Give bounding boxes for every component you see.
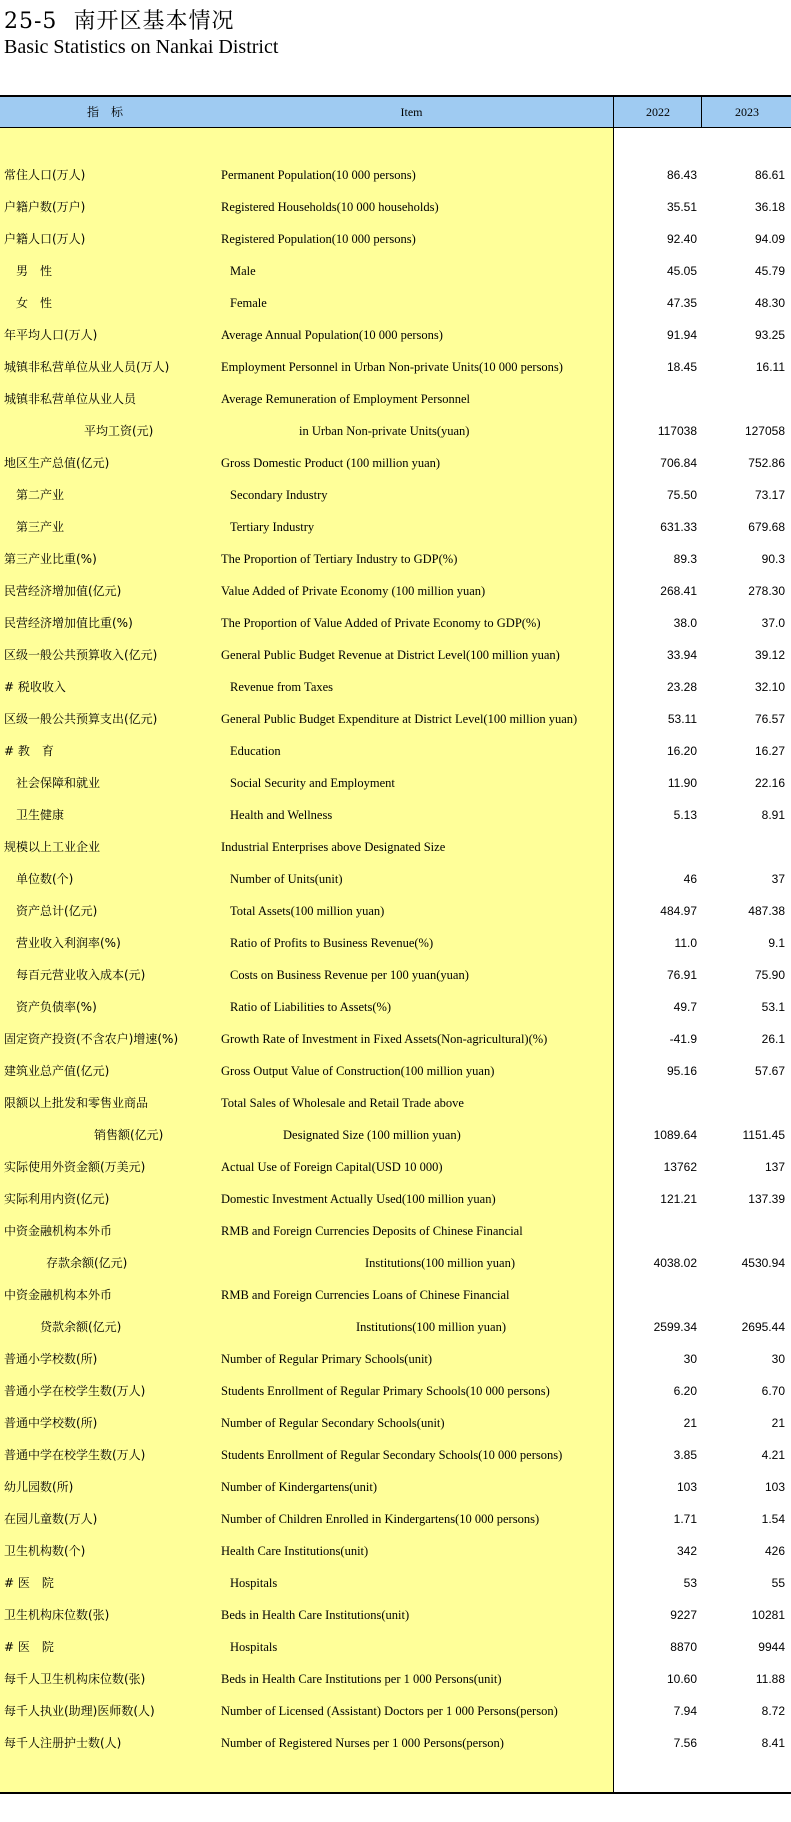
row-label-en: General Public Budget Revenue at District Level(100 million yuan) xyxy=(221,648,560,662)
row-label-cn: 幼儿园数(所) xyxy=(4,1480,74,1494)
value-2023: 127058 xyxy=(744,424,785,438)
value-2023: 53.1 xyxy=(761,1000,785,1014)
row-label-en: Gross Output Value of Construction(100 million yuan) xyxy=(221,1064,495,1078)
value-2022: 23.28 xyxy=(666,680,697,694)
row-label-en: Registered Population(10 000 persons) xyxy=(221,232,416,246)
value-2022: 11.90 xyxy=(667,776,697,790)
row-label-cn: 每百元营业收入成本(元) xyxy=(16,968,146,982)
table-row xyxy=(0,479,791,511)
table-row xyxy=(0,1567,791,1599)
table-row xyxy=(0,1311,791,1343)
value-2023: 73.17 xyxy=(754,488,785,502)
row-label-en: Total Assets(100 million yuan) xyxy=(230,904,385,918)
value-2023: 21 xyxy=(771,1416,785,1430)
row-label-cn: 贷款余额(亿元) xyxy=(40,1320,122,1334)
table-row xyxy=(0,543,791,575)
value-2022: 342 xyxy=(676,1544,697,1558)
value-2022: 86.43 xyxy=(666,168,697,182)
row-label-en: RMB and Foreign Currencies Deposits of Chinese Financial xyxy=(221,1224,523,1238)
table-row xyxy=(0,1407,791,1439)
value-2023: 37 xyxy=(771,872,785,886)
value-2023: 1.54 xyxy=(761,1512,785,1526)
row-label-en: Revenue from Taxes xyxy=(230,680,334,694)
row-label-cn: 单位数(个) xyxy=(16,872,74,886)
row-label-en: Value Added of Private Economy (100 million yuan) xyxy=(221,584,486,598)
title-cn-text: 南开区基本情况 xyxy=(73,9,235,34)
value-2022: 38.0 xyxy=(673,616,697,630)
table-bottom-rule xyxy=(0,1792,791,1794)
table-row xyxy=(0,1471,791,1503)
value-2022: 33.94 xyxy=(666,648,697,662)
table-row xyxy=(0,287,791,319)
value-2022: 45.05 xyxy=(666,264,697,278)
row-label-cn: # 税收收入 xyxy=(4,680,66,694)
value-2022: 10.60 xyxy=(666,1672,697,1686)
value-2023: 32.10 xyxy=(754,680,785,694)
row-label-cn: 男 性 xyxy=(16,264,53,278)
value-2022: 95.16 xyxy=(666,1064,697,1078)
table-row xyxy=(0,1183,791,1215)
table-row xyxy=(0,511,791,543)
table-row xyxy=(0,1663,791,1695)
table-row xyxy=(0,1247,791,1279)
value-2022: 2599.34 xyxy=(653,1320,697,1334)
value-2022: 1.71 xyxy=(673,1512,697,1526)
value-2022: 631.33 xyxy=(660,520,697,534)
row-label-en: Tertiary Industry xyxy=(230,520,315,534)
table-row xyxy=(0,895,791,927)
row-label-cn: 户籍人口(万人) xyxy=(4,232,86,246)
row-label-en: Students Enrollment of Regular Primary Schools(10 000 persons) xyxy=(221,1384,550,1398)
value-2022: 92.40 xyxy=(666,232,697,246)
row-label-en: Health Care Institutions(unit) xyxy=(221,1544,369,1558)
value-2023: 9.1 xyxy=(768,936,785,950)
row-label-en: Female xyxy=(230,296,267,310)
table-row xyxy=(0,831,791,863)
table-row xyxy=(0,159,791,191)
row-label-cn: 年平均人口(万人) xyxy=(4,328,98,342)
table-row xyxy=(0,1119,791,1151)
row-label-cn: 第三产业比重(%) xyxy=(4,552,97,566)
row-label-cn: 卫生机构床位数(张) xyxy=(4,1608,110,1622)
value-2023: 39.12 xyxy=(754,648,785,662)
row-label-cn: 第二产业 xyxy=(16,488,65,502)
value-2023: 8.72 xyxy=(761,1704,785,1718)
table-header xyxy=(0,95,791,128)
value-2023: 57.67 xyxy=(754,1064,785,1078)
row-label-cn: # 教 育 xyxy=(4,744,54,758)
table-row xyxy=(0,959,791,991)
table-row xyxy=(0,447,791,479)
row-label-cn: 第三产业 xyxy=(16,520,65,534)
table-row xyxy=(0,1599,791,1631)
row-label-cn: 中资金融机构本外币 xyxy=(4,1288,113,1302)
row-label-en: The Proportion of Value Added of Private Economy to GDP(%) xyxy=(221,616,541,630)
table-row xyxy=(0,1055,791,1087)
value-2022: 268.41 xyxy=(660,584,697,598)
value-2022: 8870 xyxy=(670,1640,697,1654)
table-row xyxy=(0,1695,791,1727)
table-row xyxy=(0,1279,791,1311)
row-label-en: Registered Households(10 000 households) xyxy=(221,200,439,214)
row-label-cn: 民营经济增加值(亿元) xyxy=(4,584,122,598)
row-label-en: in Urban Non-private Units(yuan) xyxy=(299,424,470,438)
value-2022: 7.56 xyxy=(673,1736,697,1750)
value-2022: 53.11 xyxy=(667,712,697,726)
table-row xyxy=(0,1503,791,1535)
row-label-cn: 每千人执业(助理)医师数(人) xyxy=(4,1704,155,1718)
value-2023: 8.41 xyxy=(761,1736,785,1750)
value-2023: 36.18 xyxy=(754,200,785,214)
row-label-cn: 存款余额(亿元) xyxy=(46,1256,128,1270)
table-row xyxy=(0,351,791,383)
row-label-en: Institutions(100 million yuan) xyxy=(365,1256,515,1270)
row-label-cn: 实际利用内资(亿元) xyxy=(4,1192,110,1206)
value-2023: 26.1 xyxy=(761,1032,785,1046)
row-label-cn: 女 性 xyxy=(16,296,53,310)
value-2022: 13762 xyxy=(663,1160,697,1174)
value-2023: 30 xyxy=(771,1352,785,1366)
row-label-cn: 普通小学校数(所) xyxy=(4,1352,98,1366)
table-row xyxy=(0,415,791,447)
value-2022: 5.13 xyxy=(673,808,697,822)
value-2022: 91.94 xyxy=(666,328,697,342)
row-label-en: Education xyxy=(230,744,281,758)
table-body xyxy=(0,159,791,1759)
table-row xyxy=(0,863,791,895)
value-2023: 278.30 xyxy=(748,584,785,598)
table-row xyxy=(0,671,791,703)
value-2022: 121.21 xyxy=(660,1192,697,1206)
value-2022: 7.94 xyxy=(673,1704,697,1718)
value-2022: 75.50 xyxy=(666,488,697,502)
value-2022: 4038.02 xyxy=(653,1256,697,1270)
value-2023: 76.57 xyxy=(754,712,785,726)
table-row xyxy=(0,639,791,671)
row-label-en: Domestic Investment Actually Used(100 million yuan) xyxy=(221,1192,496,1206)
row-label-en: Number of Registered Nurses per 1 000 Persons(person) xyxy=(221,1736,504,1750)
value-2022: 484.97 xyxy=(660,904,697,918)
value-2022: 11.0 xyxy=(674,936,697,950)
row-label-cn: 常住人口(万人) xyxy=(4,168,86,182)
value-2023: 16.11 xyxy=(755,360,785,374)
value-2023: 90.3 xyxy=(761,552,785,566)
value-2023: 487.38 xyxy=(748,904,785,918)
value-2023: 2695.44 xyxy=(741,1320,785,1334)
row-label-cn: 资产总计(亿元) xyxy=(16,904,98,918)
table-row xyxy=(0,319,791,351)
table-row xyxy=(0,799,791,831)
row-label-cn: 销售额(亿元) xyxy=(94,1128,164,1142)
row-label-en: Number of Children Enrolled in Kindergartens(10 000 persons) xyxy=(221,1512,540,1526)
row-label-en: Average Annual Population(10 000 persons) xyxy=(221,328,443,342)
value-2022: 46 xyxy=(683,872,697,886)
row-label-en: Total Sales of Wholesale and Retail Trade above xyxy=(221,1096,464,1110)
value-2022: 6.20 xyxy=(673,1384,697,1398)
table-row xyxy=(0,1087,791,1119)
value-2022: 30 xyxy=(683,1352,697,1366)
row-label-en: Ratio of Liabilities to Assets(%) xyxy=(230,1000,392,1014)
value-2022: 21 xyxy=(683,1416,697,1430)
row-label-en: RMB and Foreign Currencies Loans of Chinese Financial xyxy=(221,1288,510,1302)
row-label-en: Costs on Business Revenue per 100 yuan(yuan) xyxy=(230,968,469,982)
row-label-cn: 每千人注册护士数(人) xyxy=(4,1736,122,1750)
value-2023: 679.68 xyxy=(748,520,785,534)
value-2022: 18.45 xyxy=(666,360,697,374)
value-2023: 1151.45 xyxy=(742,1128,785,1142)
row-label-cn: 规模以上工业企业 xyxy=(4,840,101,854)
row-label-cn: 普通中学在校学生数(万人) xyxy=(4,1448,146,1462)
row-label-en: Actual Use of Foreign Capital(USD 10 000) xyxy=(221,1160,443,1174)
value-2023: 16.27 xyxy=(754,744,785,758)
row-label-en: Institutions(100 million yuan) xyxy=(356,1320,506,1334)
table-row xyxy=(0,927,791,959)
value-2022: -41.9 xyxy=(669,1032,697,1046)
value-2022: 49.7 xyxy=(673,1000,697,1014)
table-number: 25-5 xyxy=(4,9,58,34)
row-label-cn: 固定资产投资(不含农户)增速(%) xyxy=(4,1032,179,1046)
row-label-en: Social Security and Employment xyxy=(230,776,395,790)
value-2023: 137.39 xyxy=(748,1192,785,1206)
value-2022: 103 xyxy=(676,1480,697,1494)
value-2023: 426 xyxy=(764,1544,785,1558)
value-2023: 9944 xyxy=(758,1640,785,1654)
table-row xyxy=(0,1535,791,1567)
table-row xyxy=(0,1375,791,1407)
value-2023: 4530.94 xyxy=(741,1256,785,1270)
value-2022: 47.35 xyxy=(666,296,697,310)
value-2022: 53 xyxy=(683,1576,697,1590)
row-label-cn: 户籍户数(万户) xyxy=(4,200,86,214)
value-2023: 45.79 xyxy=(754,264,785,278)
value-2022: 1089.64 xyxy=(653,1128,697,1142)
table-row xyxy=(0,1631,791,1663)
row-label-en: Number of Kindergartens(unit) xyxy=(221,1480,377,1494)
value-2023: 8.91 xyxy=(761,808,785,822)
header-year-2022: 2022 xyxy=(613,97,702,127)
row-label-en: Ratio of Profits to Business Revenue(%) xyxy=(230,936,434,950)
table-row xyxy=(0,1439,791,1471)
row-label-cn: 地区生产总值(亿元) xyxy=(4,456,110,470)
row-label-en: Gross Domestic Product (100 million yuan) xyxy=(221,456,441,470)
row-label-cn: 资产负债率(%) xyxy=(16,1000,97,1014)
value-2022: 35.51 xyxy=(666,200,697,214)
table-row xyxy=(0,607,791,639)
row-label-en: Employment Personnel in Urban Non-private Units(10 000 persons) xyxy=(221,360,563,374)
row-label-en: Hospitals xyxy=(230,1640,278,1654)
value-2023: 93.25 xyxy=(754,328,785,342)
table-row xyxy=(0,735,791,767)
row-label-cn: 每千人卫生机构床位数(张) xyxy=(4,1672,146,1686)
row-label-en: Hospitals xyxy=(230,1576,278,1590)
row-label-en: Number of Units(unit) xyxy=(230,872,343,886)
row-label-en: Beds in Health Care Institutions(unit) xyxy=(221,1608,410,1622)
header-year-2023: 2023 xyxy=(701,97,791,127)
row-label-en: Health and Wellness xyxy=(230,808,333,822)
value-2023: 137 xyxy=(764,1160,785,1174)
value-2023: 48.30 xyxy=(754,296,785,310)
row-label-cn: 中资金融机构本外币 xyxy=(4,1224,113,1238)
value-2023: 22.16 xyxy=(754,776,785,790)
value-2023: 752.86 xyxy=(748,456,785,470)
row-label-en: Beds in Health Care Institutions per 1 000 Persons(unit) xyxy=(221,1672,502,1686)
table-row xyxy=(0,991,791,1023)
value-2023: 4.21 xyxy=(761,1448,785,1462)
value-2023: 11.88 xyxy=(755,1672,785,1686)
table-row xyxy=(0,255,791,287)
value-2023: 103 xyxy=(764,1480,785,1494)
row-label-cn: 区级一般公共预算收入(亿元) xyxy=(4,648,158,662)
table-row xyxy=(0,1727,791,1759)
row-label-cn: 平均工资(元) xyxy=(84,424,154,438)
row-label-en: Average Remuneration of Employment Personnel xyxy=(221,392,471,406)
table-row xyxy=(0,383,791,415)
table-row xyxy=(0,191,791,223)
row-label-cn: 卫生机构数(个) xyxy=(4,1544,86,1558)
value-2022: 117038 xyxy=(657,424,697,438)
row-label-cn: # 医 院 xyxy=(4,1640,54,1654)
table-row xyxy=(0,767,791,799)
row-label-cn: 卫生健康 xyxy=(16,808,65,822)
row-label-en: Growth Rate of Investment in Fixed Assets(Non-agricultural)(%) xyxy=(221,1032,548,1046)
page-title-en: Basic Statistics on Nankai District xyxy=(4,36,279,58)
row-label-cn: 建筑业总产值(亿元) xyxy=(4,1064,110,1078)
table-row xyxy=(0,1215,791,1247)
row-label-cn: 营业收入利润率(%) xyxy=(16,936,121,950)
table-row xyxy=(0,1343,791,1375)
table-row xyxy=(0,575,791,607)
row-label-en: Number of Regular Secondary Schools(unit) xyxy=(221,1416,445,1430)
value-2022: 9227 xyxy=(670,1608,697,1622)
value-2023: 6.70 xyxy=(761,1384,785,1398)
row-label-en: Permanent Population(10 000 persons) xyxy=(221,168,416,182)
row-label-en: Students Enrollment of Regular Secondary Schools(10 000 persons) xyxy=(221,1448,563,1462)
row-label-en: Number of Licensed (Assistant) Doctors per 1 000 Persons(person) xyxy=(221,1704,558,1718)
table-row xyxy=(0,1023,791,1055)
value-2023: 94.09 xyxy=(754,232,785,246)
row-label-cn: 在园儿童数(万人) xyxy=(4,1512,98,1526)
value-2022: 706.84 xyxy=(660,456,697,470)
row-label-en: The Proportion of Tertiary Industry to GDP(%) xyxy=(221,552,458,566)
row-label-en: Male xyxy=(230,264,256,278)
row-label-en: Designated Size (100 million yuan) xyxy=(283,1128,461,1142)
row-label-cn: # 医 院 xyxy=(4,1576,54,1590)
row-label-cn: 民营经济增加值比重(%) xyxy=(4,616,133,630)
row-label-en: Number of Regular Primary Schools(unit) xyxy=(221,1352,433,1366)
value-2023: 75.90 xyxy=(754,968,785,982)
header-indicator: 指 标 xyxy=(86,105,123,119)
row-label-cn: 实际使用外资金额(万美元) xyxy=(4,1160,146,1174)
page-title-cn xyxy=(4,4,234,35)
value-2023: 37.0 xyxy=(761,616,785,630)
row-label-cn: 区级一般公共预算支出(亿元) xyxy=(4,712,158,726)
row-label-en: Secondary Industry xyxy=(230,488,328,502)
row-label-en: General Public Budget Expenditure at District Level(100 million yuan) xyxy=(221,712,578,726)
row-label-cn: 社会保障和就业 xyxy=(16,776,101,790)
value-2023: 55 xyxy=(771,1576,785,1590)
header-item: Item xyxy=(400,105,423,119)
table-row xyxy=(0,1151,791,1183)
value-2023: 10281 xyxy=(751,1608,785,1622)
value-2023: 86.61 xyxy=(754,168,785,182)
row-label-cn: 普通中学校数(所) xyxy=(4,1416,98,1430)
table-row xyxy=(0,703,791,735)
row-label-cn: 限额以上批发和零售业商品 xyxy=(4,1096,149,1110)
row-label-en: Industrial Enterprises above Designated Size xyxy=(221,840,446,854)
row-label-cn: 城镇非私营单位从业人员 xyxy=(4,392,137,406)
value-2022: 76.91 xyxy=(666,968,697,982)
row-label-cn: 普通小学在校学生数(万人) xyxy=(4,1384,146,1398)
table-row xyxy=(0,223,791,255)
statistics-table xyxy=(0,95,791,1795)
value-2022: 16.20 xyxy=(666,744,697,758)
value-2022: 3.85 xyxy=(673,1448,697,1462)
value-2022: 89.3 xyxy=(673,552,697,566)
row-label-cn: 城镇非私营单位从业人员(万人) xyxy=(4,360,170,374)
